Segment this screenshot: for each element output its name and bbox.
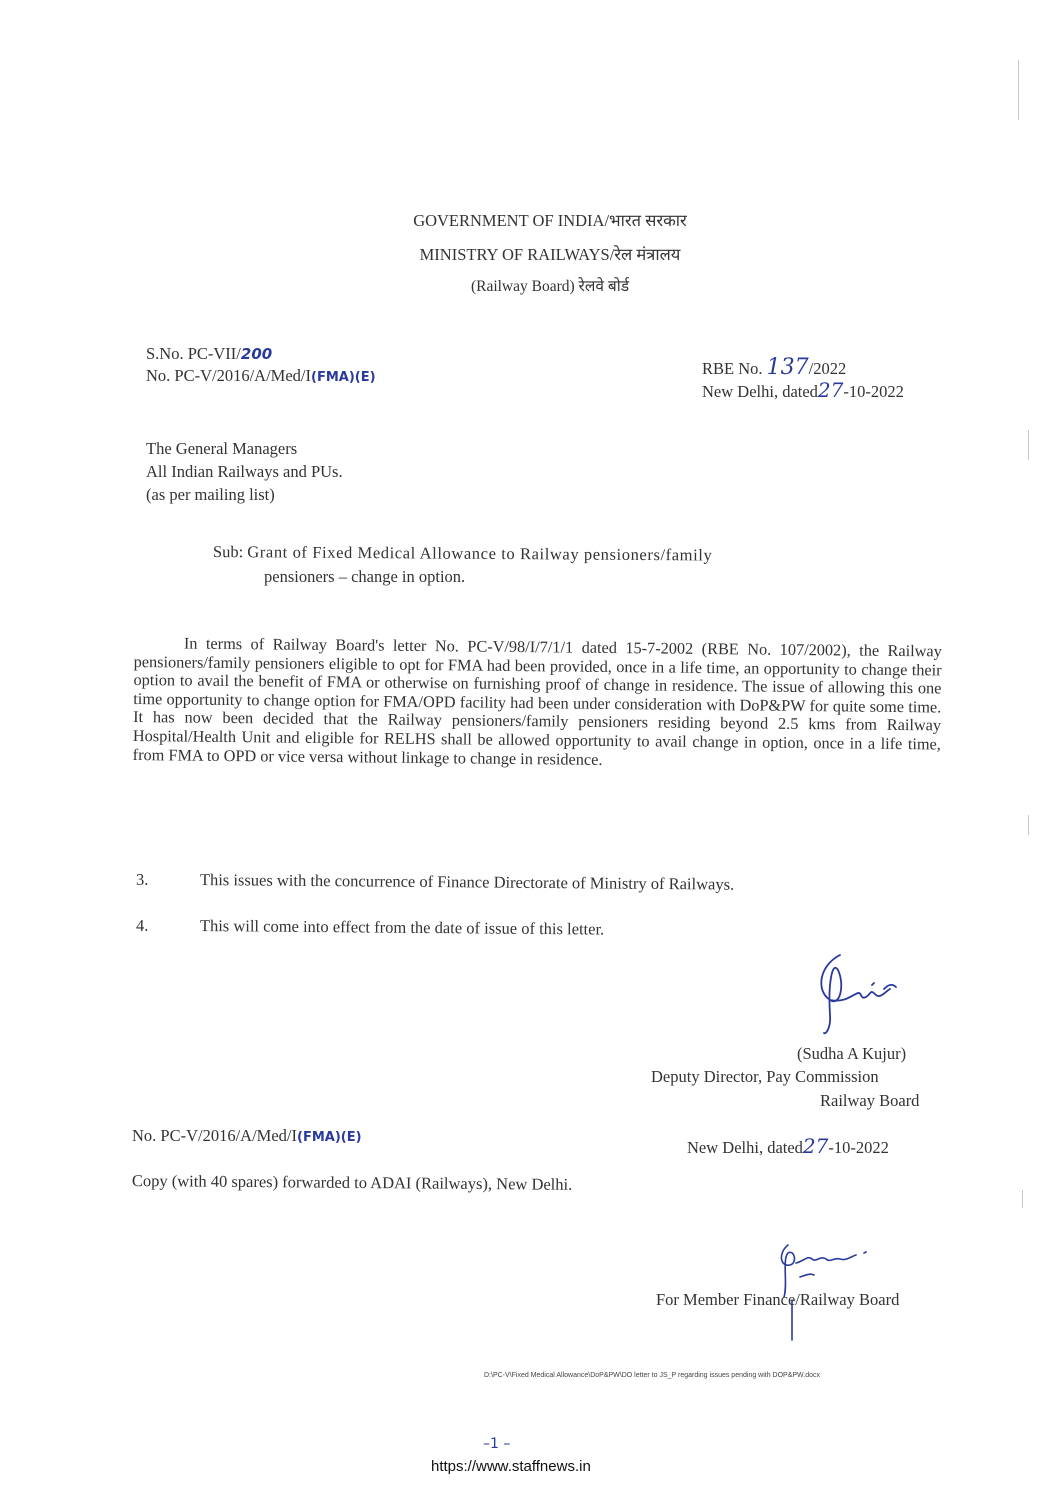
copy-date-handwritten: 27 (802, 1134, 829, 1158)
paragraph-indent (134, 648, 184, 649)
letter-number-prefix: No. PC-V/2016/A/Med/I (146, 366, 311, 385)
copy-date-prefix: New Delhi, dated (687, 1138, 803, 1157)
copy-date-suffix: -10-2022 (828, 1138, 889, 1157)
file-path: D:\PC-V\Fixed Medical Allowance\DoP&PW\DO letter to JS_P regarding issues pending with DOP&PW.docx (484, 1372, 821, 1379)
body-paragraph (133, 634, 942, 773)
subject-line-2: pensioners – change in option. (264, 567, 466, 586)
page-number: –1 – (483, 1436, 511, 1452)
addressee-line-2: All Indian Railways and PUs. (146, 462, 343, 481)
serial-prefix: S.No. PC-VII/ (146, 344, 241, 363)
copy-date (687, 1134, 889, 1158)
copy-number-handwritten: (FMA)(E) (297, 1130, 362, 1145)
rbe-suffix: /2022 (808, 359, 847, 378)
signatory-designation: Deputy Director, Pay Commission (651, 1067, 879, 1086)
letter-number (146, 366, 376, 386)
item-3-text: This issues with the concurrence of Finance Directorate of Ministry of Railways. (199, 870, 735, 894)
addressee-line-1: The General Managers (146, 439, 298, 458)
header-line-3: (Railway Board) रेलवे बोर्ड (470, 278, 630, 295)
copy-letter-number (132, 1126, 362, 1146)
issue-date (702, 378, 904, 402)
date-suffix: -10-2022 (843, 382, 904, 401)
rbe-handwritten: 137 (766, 355, 809, 380)
header-line-1: GOVERNMENT OF INDIA/भारत सरकार (413, 211, 687, 230)
scan-artifact (1028, 430, 1029, 460)
serial-handwritten: 200 (240, 345, 273, 363)
serial-number (146, 344, 272, 364)
item-4-text: This will come into effect from the date of issue of this letter. (199, 916, 605, 939)
item-3-number: 3. (136, 870, 149, 889)
body-paragraph-text: In terms of Railway Board's letter No. PC-V/98/I/7/1/1 dated 15-7-2002 (RBE No. 107/2002), the Railway pensioners/family pensioners eligible to opt for FMA had been provided, once in a life time, an opportunity to change their option to avail the benefit of FMA or otherwise on furnishing proof of change in residence. The issue of allowing this one time opportunity to change option for FMA/OPD facility had been under consideration with DoP&PW for quite some time. It has now been decided that the Railway pensioners/family pensioners residing beyond 2.5 kms from Railway Hospital/Health Unit and eligible for RELHS shall be allowed opportunity to avail change in option, once in a life time, from FMA to OPD or vice versa without linkage to change in residence. (132, 633, 942, 769)
website-url[interactable]: https://www.staffnews.in (431, 1458, 591, 1475)
date-handwritten: 27 (817, 378, 844, 402)
rbe-number (702, 355, 846, 380)
rbe-prefix: RBE No. (702, 359, 763, 378)
addressee-line-3: (as per mailing list) (146, 485, 275, 504)
signatory-name: (Sudha A Kujur) (797, 1044, 907, 1063)
scan-artifact (1018, 60, 1019, 120)
subject-label: Sub: (212, 542, 244, 562)
copy-forwarded: Copy (with 40 spares) forwarded to ADAI (Railways), New Delhi. (131, 1171, 573, 1194)
signature-for-member-finance (760, 1225, 890, 1345)
item-4-number: 4. (136, 916, 149, 935)
date-prefix: New Delhi, dated (702, 382, 818, 401)
signature-deputy-director (800, 945, 960, 1040)
subject-line-1: Grant of Fixed Medical Allowance to Railway pensioners/family (247, 542, 713, 565)
subject (213, 543, 713, 565)
signatory-office: Railway Board (820, 1091, 920, 1110)
letter-number-handwritten: (FMA)(E) (311, 370, 376, 385)
scan-artifact (1028, 815, 1029, 835)
header-line-2: MINISTRY OF RAILWAYS/रेल मंत्रालय (419, 245, 681, 264)
copy-number-prefix: No. PC-V/2016/A/Med/I (132, 1126, 297, 1145)
scan-artifact (1022, 1190, 1023, 1208)
for-member-finance: For Member Finance/Railway Board (656, 1290, 900, 1309)
